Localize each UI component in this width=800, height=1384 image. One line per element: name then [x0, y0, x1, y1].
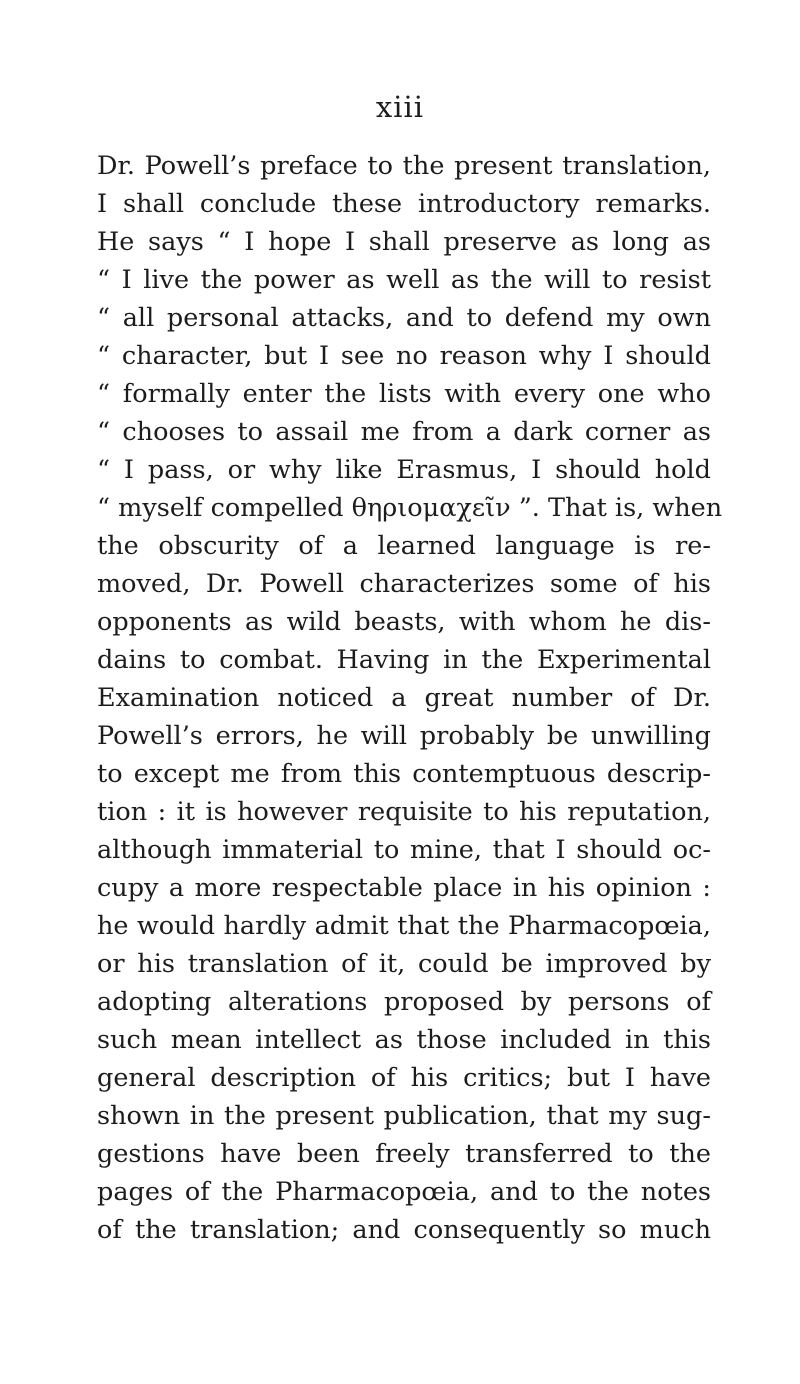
text-line: gestions have been freely transferred to the — [97, 1139, 711, 1169]
text-line: Powell’s errors, he will probably be unwilling — [97, 721, 711, 751]
page-number: xiii — [375, 90, 425, 124]
body-text — [97, 147, 723, 1249]
text-line: such mean intellect as those included in this — [97, 1025, 711, 1055]
text-line: although immaterial to mine, that I should oc- — [97, 835, 711, 865]
text-line: “ chooses to assail me from a dark corner as — [97, 417, 711, 447]
text-line: of the translation; and consequently so much — [97, 1215, 711, 1245]
text-line: Dr. Powell’s preface to the present translation, — [97, 151, 711, 181]
text-line: he would hardly admit that the Pharmacopœia, — [97, 911, 711, 941]
text-line: “ all personal attacks, and to defend my own — [97, 303, 711, 333]
text-line: adopting alterations proposed by persons of — [97, 987, 711, 1017]
text-line: opponents as wild beasts, with whom he dis- — [97, 607, 711, 637]
text-line: He says “ I hope I shall preserve as long as — [97, 227, 711, 257]
text-line: dains to combat. Having in the Experimental — [97, 645, 711, 675]
text-line: I shall conclude these introductory remarks. — [97, 189, 711, 219]
text-line: “ myself compelled θηριομαχεῖν ”. That is, when — [97, 493, 723, 523]
text-line: cupy a more respectable place in his opinion : — [97, 873, 711, 903]
text-line: “ formally enter the lists with every one who — [97, 379, 711, 409]
text-line: general description of his critics; but I have — [97, 1063, 711, 1093]
text-line: pages of the Pharmacopœia, and to the notes — [97, 1177, 711, 1207]
text-line: moved, Dr. Powell characterizes some of his — [97, 569, 711, 599]
text-line: or his translation of it, could be improved by — [97, 949, 711, 979]
text-line: “ I pass, or why like Erasmus, I should hold — [97, 455, 711, 485]
text-line: “ character, but I see no reason why I should — [97, 341, 711, 371]
text-line: Examination noticed a great number of Dr. — [97, 683, 711, 713]
text-line: “ I live the power as well as the will to resist — [97, 265, 711, 295]
text-line: shown in the present publication, that my sug- — [97, 1101, 711, 1131]
text-line: the obscurity of a learned language is re- — [97, 531, 711, 561]
text-line: to except me from this contemptuous descrip- — [97, 759, 711, 789]
text-line: tion : it is however requisite to his reputation, — [97, 797, 711, 827]
